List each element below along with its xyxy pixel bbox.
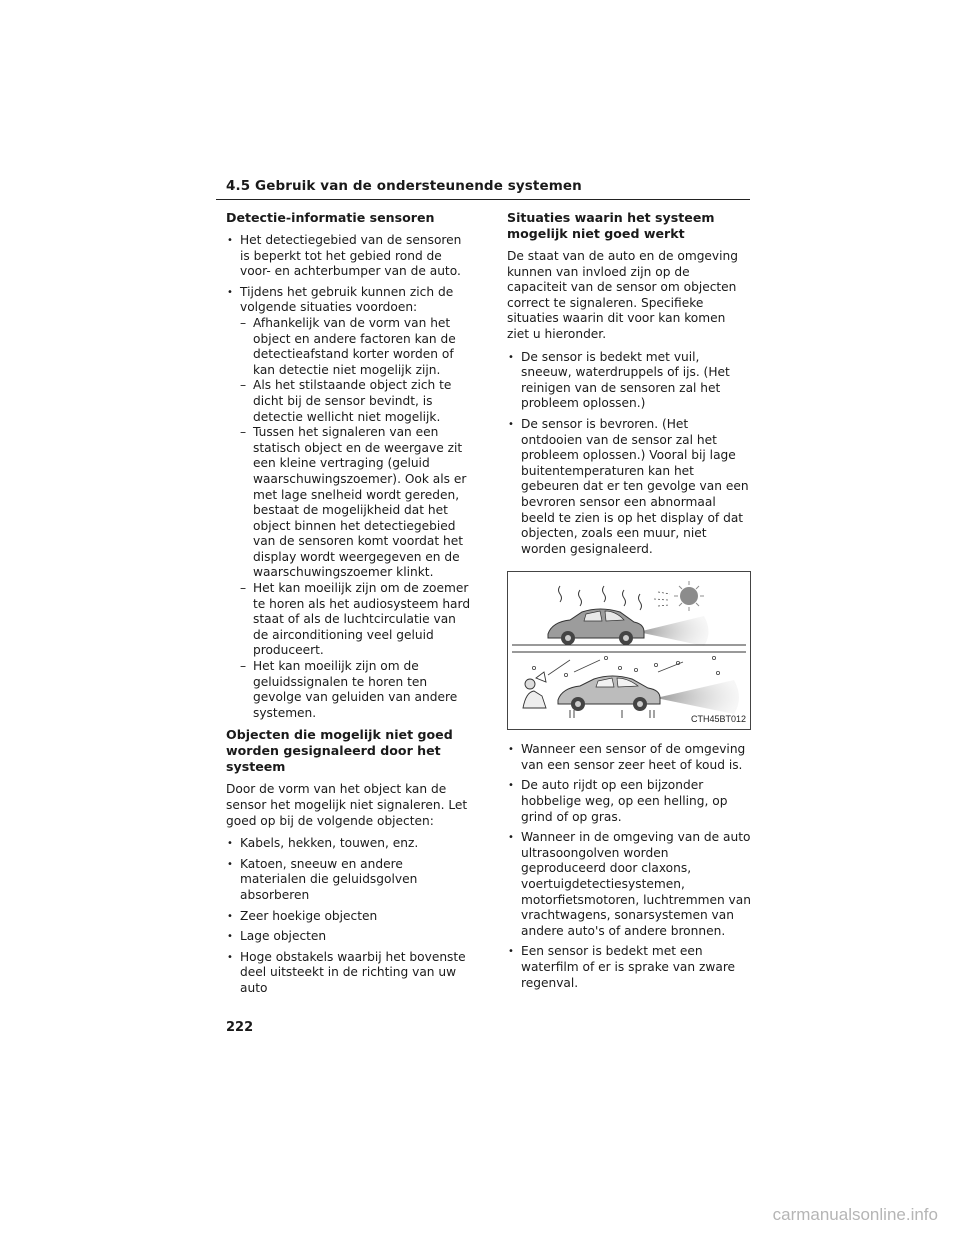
heading-undetected-objects: Objecten die mogelijk niet goed worden gesignaleerd door het systeem xyxy=(226,727,453,775)
list-item: • Wanneer een sensor of de omgeving van een sensor zeer heet of koud is. xyxy=(507,742,751,773)
sensor-wave-bottom xyxy=(656,680,739,714)
sublist-item: – Als het stilstaande object zich te dicht bij de sensor bevindt, is detectie wellicht niet mogelijk. xyxy=(240,378,471,425)
situations-list-a xyxy=(507,350,751,558)
list-item: • De sensor is bedekt met vuil, sneeuw, waterdruppels of ijs. (Het reinigen van de sensoren zal het probleem oplossen.) xyxy=(507,350,751,412)
snowflakes xyxy=(532,657,719,677)
list-item: • Zeer hoekige objecten xyxy=(226,909,471,925)
sun-icon xyxy=(654,581,704,611)
sublist-item: – Het kan moeilijk zijn om de geluidssignalen te horen ten gevolge van geluiden van andere systemen. xyxy=(240,659,471,721)
left-column xyxy=(226,210,471,1002)
car-top xyxy=(548,609,644,645)
heading-detection-info: Detectie-informatie sensoren xyxy=(226,210,435,225)
sublist-item: – Afhankelijk van de vorm van het object en andere factoren kan de detectieafstand korter worden of kan detectie niet mogelijk zijn. xyxy=(240,316,471,378)
section-title: 4.5 Gebruik van de ondersteunende systemen xyxy=(226,178,582,194)
list-item: • Wanneer in de omgeving van de auto ultrasoongolven worden geproduceerd door claxons, voertuigdetectiesystemen, motorfietsmotoren, luchtremmen van vrachtwagens, sonarsystemen van andere auto's of andere bronnen. xyxy=(507,830,751,939)
list-item-text: Tijdens het gebruik kunnen zich de volgende situaties voordoen: xyxy=(240,284,454,315)
figure-code: CTH45BT012 xyxy=(690,713,746,724)
list-item: • Lage objecten xyxy=(226,929,471,945)
list-item: • Het detectiegebied van de sensoren is beperkt tot het gebied rond de voor- en achterbumper van de auto. xyxy=(226,233,471,280)
illustration-hot-cold-sensor xyxy=(507,571,751,730)
ice-marks xyxy=(570,710,654,718)
sublist-item: – Het kan moeilijk zijn om de zoemer te horen als het audiosysteem hard staat of als de luchtcirculatie van de airconditioning veel geluid produceert. xyxy=(240,581,471,659)
list-item: • Een sensor is bedekt met een waterfilm of er is sprake van zware regenval. xyxy=(507,944,751,991)
heading-malfunction-situations: Situaties waarin het systeem mogelijk niet goed werkt xyxy=(507,210,715,241)
person-icon xyxy=(523,672,546,708)
heat-waves xyxy=(559,586,642,610)
situations-list-b xyxy=(507,742,751,991)
list-item: • Kabels, hekken, touwen, enz. xyxy=(226,836,471,852)
detection-info-list xyxy=(226,233,471,721)
car-bottom xyxy=(558,676,660,711)
list-item: • De sensor is bevroren. (Het ontdooien van de sensor zal het probleem oplossen.) Vooral bij lage buitentemperaturen kan het gebeuren dat er ten gevolge van een bevroren sensor een abnormaal beeld te zien is op het display of dat objecten, zoals een muur, niet worden gesignaleerd. xyxy=(507,417,751,557)
sensor-wave-top xyxy=(638,616,709,646)
right-column xyxy=(507,210,751,996)
situations-sublist xyxy=(240,316,471,721)
list-item: • Hoge obstakels waarbij het bovenste deel uitsteekt in de richting van uw auto xyxy=(226,950,471,997)
car-weather-illustration xyxy=(508,572,750,729)
page-number: 222 xyxy=(226,1020,254,1035)
list-item xyxy=(226,285,471,722)
sublist-item: – Tussen het signaleren van een statisch object en de weergave zit een kleine vertraging (geluid waarschuwingszoemer). Ook als er met lage snelheid wordt gereden, bestaat de mogelijkheid dat het object binnen het detectiegebied van de sensoren komt voordat het display wordt weergegeven en de waarschuwingszoemer klinkt. xyxy=(240,425,471,581)
paragraph-malfunction-situations: De staat van de auto en de omgeving kunnen van invloed zijn op de capaciteit van de sensor om objecten correct te signaleren. Specifieke situaties waarin dit voor kan komen ziet u hieronder. xyxy=(507,249,738,341)
header-divider xyxy=(216,199,750,200)
list-item: • Katoen, sneeuw en andere materialen die geluidsgolven absorberen xyxy=(226,857,471,904)
list-item: • De auto rijdt op een bijzonder hobbelige weg, op een helling, op grind of op gras. xyxy=(507,778,751,825)
watermark: carmanualsonline.info xyxy=(772,1205,938,1224)
paragraph-undetected-objects: Door de vorm van het object kan de sensor het mogelijk niet signaleren. Let goed op bij de volgende objecten: xyxy=(226,782,468,828)
objects-list xyxy=(226,836,471,996)
